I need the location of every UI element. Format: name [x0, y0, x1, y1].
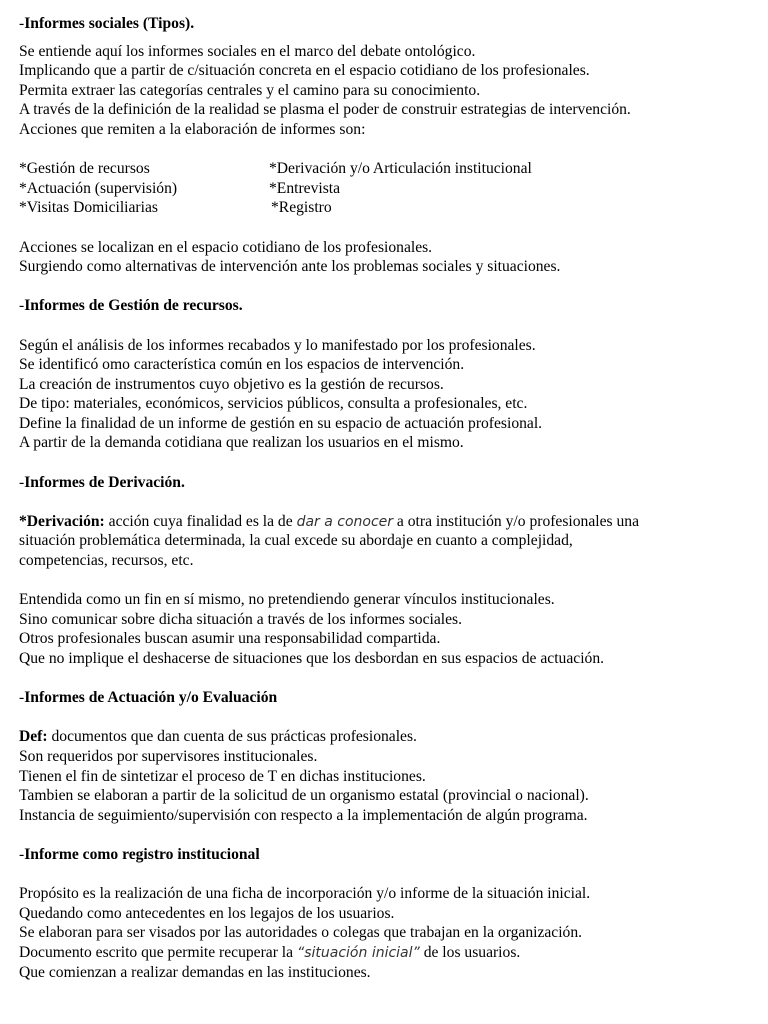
paragraph-line: Sino comunicar sobre dicha situación a través de los informes sociales. — [19, 610, 462, 628]
paragraph-line: Acciones que remiten a la elaboración de informes son: — [19, 120, 366, 138]
section-heading: -Informes sociales (Tipos). — [19, 15, 195, 32]
quoted-phrase: “situación inicial” — [296, 944, 420, 961]
section-title-derivacion: Informes de Derivación. — [24, 473, 185, 491]
paragraph-line: Surgiendo como alternativas de intervención ante los problemas sociales y situaciones. — [19, 258, 561, 276]
actions-row — [19, 179, 759, 199]
actions-row — [19, 159, 759, 179]
paragraph-line: Se entiende aquí los informes sociales en el marco del debate ontológico. — [19, 42, 476, 60]
action-item: *Actuación (supervisión) — [19, 179, 178, 197]
actions-row — [19, 198, 759, 218]
section-title-informes-sociales: Informes sociales (Tipos). — [24, 15, 195, 32]
paragraph-line: Define la finalidad de un informe de gestión en su espacio de actuación profesional. — [19, 414, 543, 432]
section-heading: -Informe como registro institucional — [19, 845, 260, 863]
paragraph-line: Según el análisis de los informes recabados y lo manifestado por los profesionales. — [19, 336, 536, 354]
section-title-registro: Informe como registro institucional — [24, 845, 260, 863]
paragraph-line: A partir de la demanda cotidiana que realizan los usuarios en el mismo. — [19, 434, 464, 452]
paragraph-line: A través de la definición de la realidad se plasma el poder de construir estrategias de intervención. — [19, 101, 631, 119]
section-heading: -Informes de Actuación y/o Evaluación — [19, 689, 278, 707]
paragraph-line: Entendida como un fin en sí mismo, no pretendiendo generar vínculos institucionales. — [19, 591, 555, 609]
paragraph-line: Permita extraer las categorías centrales y el camino para su conocimiento. — [19, 81, 481, 99]
action-item: *Gestión de recursos — [19, 160, 150, 178]
section-heading: -Informes de Gestión de recursos. — [19, 297, 243, 315]
paragraph-line: competencias, recursos, etc. — [19, 552, 194, 570]
emphasized-phrase: dar a conocer — [296, 513, 394, 530]
definition-line: Def: documentos que dan cuenta de sus prácticas profesionales. — [19, 728, 417, 746]
paragraph-line: La creación de instrumentos cuyo objetivo es la gestión de recursos. — [19, 375, 444, 393]
quote-line: Documento escrito que permite recuperar la “situación inicial” de los usuarios. — [19, 943, 521, 961]
paragraph-line: situación problemática determinada, la cual excede su abordaje en cuanto a complejidad, — [19, 532, 573, 550]
paragraph-line: Implicando que a partir de c/situación concreta en el espacio cotidiano de los profesionales. — [19, 62, 590, 80]
paragraph-line: De tipo: materiales, económicos, servicios públicos, consulta a profesionales, etc. — [19, 395, 528, 413]
paragraph-line: Instancia de seguimiento/supervisión con respecto a la implementación de algún programa. — [19, 806, 588, 824]
paragraph-line: Acciones se localizan en el espacio cotidiano de los profesionales. — [19, 238, 433, 256]
paragraph-line: Otros profesionales buscan asumir una responsabilidad compartida. — [19, 630, 441, 648]
action-item: *Visitas Domiciliarias — [19, 199, 158, 217]
section-title-gestion: Informes de Gestión de recursos. — [24, 297, 243, 315]
section-heading: -Informes de Derivación. — [19, 473, 185, 491]
action-item: *Entrevista — [269, 179, 341, 197]
paragraph-line: Tienen el fin de sintetizar el proceso de T en dichas instituciones. — [19, 767, 426, 785]
paragraph-line: Que no implique el deshacerse de situaciones que los desbordan en sus espacios de actuación. — [19, 650, 605, 667]
paragraph-line: Quedando como antecedentes en los legajos de los usuarios. — [19, 904, 395, 922]
paragraph-line: Se elaboran para ser visados por las autoridades o colegas que trabajan en la organización. — [19, 924, 583, 942]
action-item: *Derivación y/o Articulación institucional — [269, 160, 532, 178]
paragraph-line: Propósito es la realización de una ficha de incorporación y/o informe de la situación inicial. — [19, 885, 591, 903]
section-title-actuacion: Informes de Actuación y/o Evaluación — [24, 689, 278, 707]
definition-label: *Derivación: — [19, 512, 105, 530]
paragraph-line: Que comienzan a realizar demandas en las instituciones. — [19, 963, 371, 981]
paragraph-line: Se identificó omo característica común en los espacios de intervención. — [19, 356, 465, 374]
definition-label: Def: — [19, 728, 48, 746]
action-item: *Registro — [271, 199, 332, 217]
paragraph-line: Son requeridos por supervisores institucionales. — [19, 747, 318, 765]
document — [19, 14, 759, 982]
definition-line: *Derivación: acción cuya finalidad es la de dar a conocer a otra institución y/o profesionales una — [19, 512, 640, 530]
paragraph-line: Tambien se elaboran a partir de la solicitud de un organismo estatal (provincial o nacional). — [19, 787, 589, 805]
